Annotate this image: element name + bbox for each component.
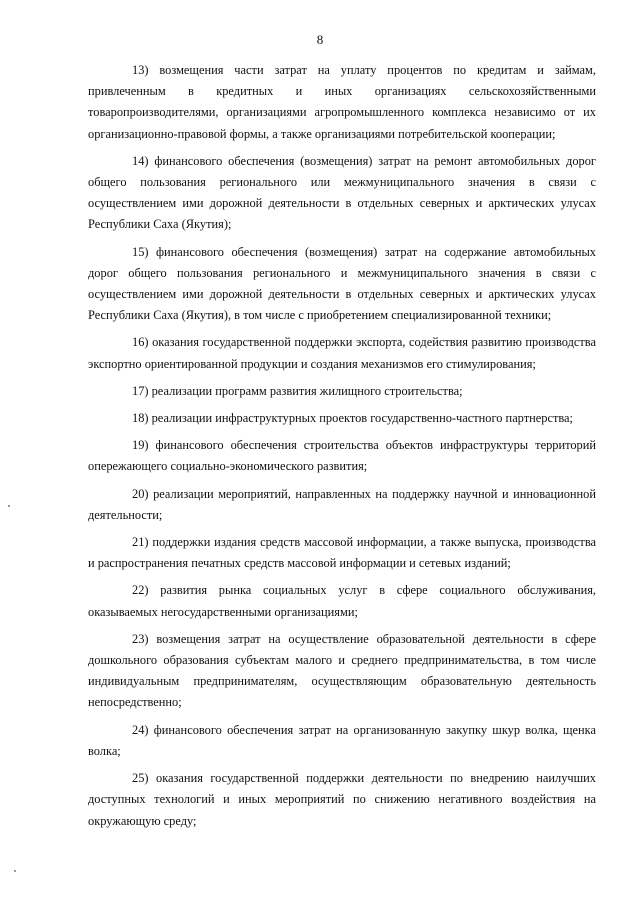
list-item-15: 15) финансового обеспечения (возмещения) затрат на содержание автомобильных дорог общего пользования регионального и межмуниципального значения в связи с осуществлением ими дорожной деятельности в отдельных северных и арктических улусах Республики Саха (Якутия), в том числе с приобретением специализированной техники; xyxy=(88,244,596,323)
list-item-21: 21) поддержки издания средств массовой информации, а также выпуска, производства и распространения печатных средств массовой информации и сетевых изданий; xyxy=(88,535,596,571)
document-body xyxy=(88,60,596,838)
list-item-20: 20) реализации мероприятий, направленных на поддержку научной и инновационной деятельности; xyxy=(88,486,596,522)
page-number: 8 xyxy=(316,32,324,47)
list-item-24: 24) финансового обеспечения затрат на организованную закупку шкур волка, щенка волка; xyxy=(88,722,596,758)
list-item-22: 22) развития рынка социальных услуг в сфере социального обслуживания, оказываемых негосударственными организациями; xyxy=(88,583,596,619)
list-item-16: 16) оказания государственной поддержки экспорта, содействия развитию производства экспортно ориентированной продукции и создания механизмов его стимулирования; xyxy=(88,335,596,371)
list-item-14: 14) финансового обеспечения (возмещения) затрат на ремонт автомобильных дорог общего пользования регионального или межмуниципального значения в связи с осуществлением ими дорожной деятельности в отдельных северных и арктических улусах Республики Саха (Якутия); xyxy=(88,153,596,232)
scan-speck xyxy=(14,870,16,872)
list-item-23: 23) возмещения затрат на осуществление образовательной деятельности в сфере дошкольного образования субъектам малого и среднего предпринимательства, в том числе индивидуальным предпринимателям, осуществляющим образовательную деятельность непосредственно; xyxy=(88,631,596,710)
list-item-19: 19) финансового обеспечения строительства объектов инфраструктуры территорий опережающего социально-экономического развития; xyxy=(88,438,596,474)
list-item-17: 17) реализации программ развития жилищного строительства; xyxy=(132,383,463,398)
list-item-18: 18) реализации инфраструктурных проектов государственно-частного партнерства; xyxy=(132,411,574,426)
scan-speck xyxy=(8,505,10,507)
list-item-13: 13) возмещения части затрат на уплату процентов по кредитам и займам, привлеченным в кредитных и иных организациях сельскохозяйственными товаропроизводителями, организациями агропромышленного комплекса независимо от их организационно-правовой формы, а также организациями потребительской кооперации; xyxy=(88,63,596,141)
list-item-25: 25) оказания государственной поддержки деятельности по внедрению наилучших доступных технологий и иных мероприятий по снижению негативного воздействия на окружающую среду; xyxy=(88,771,596,828)
